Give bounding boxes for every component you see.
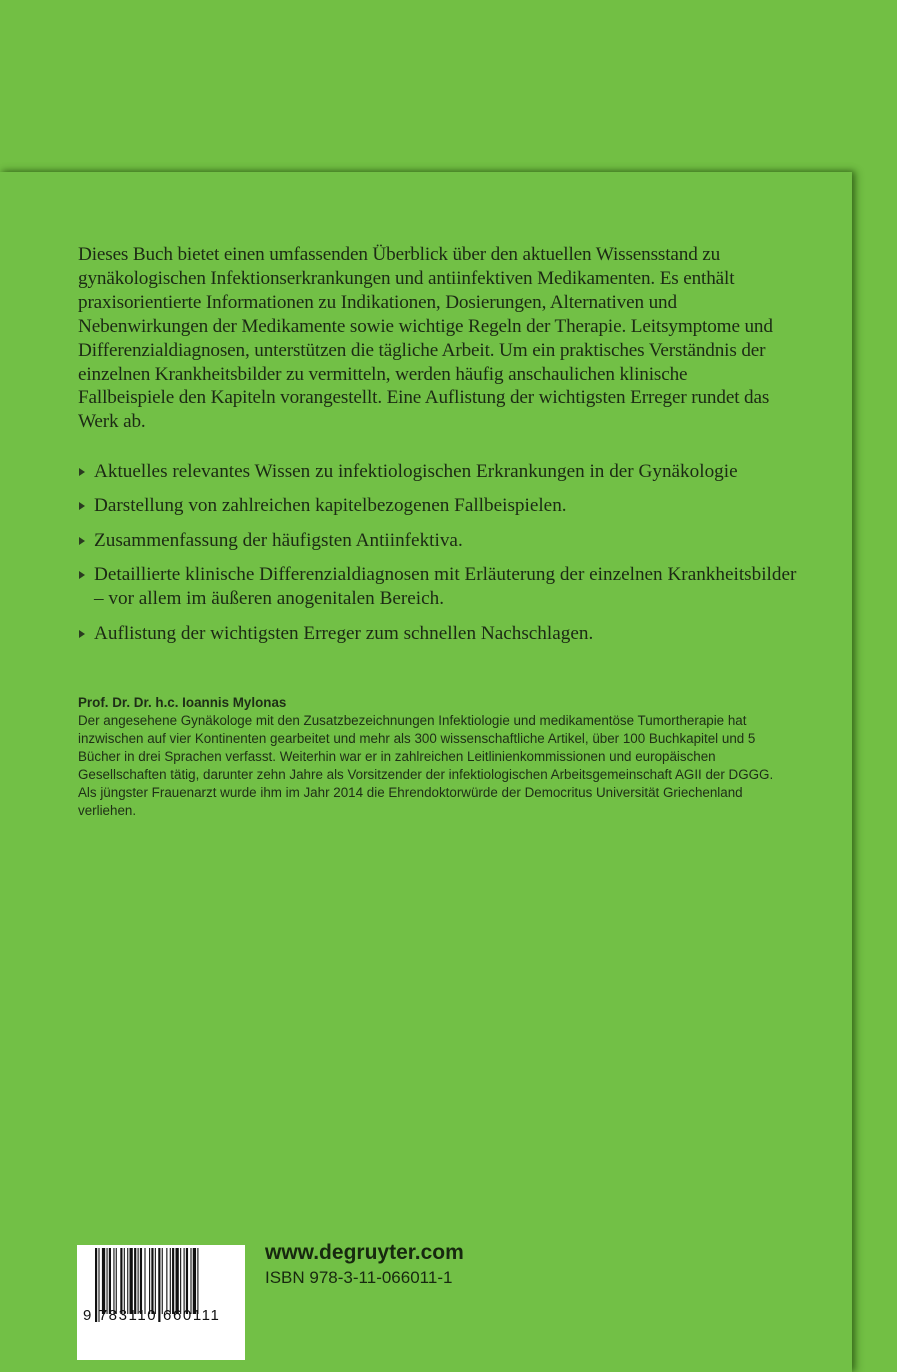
barcode-bar: [134, 1248, 136, 1314]
feature-item: [78, 494, 798, 518]
barcode-bar: [144, 1248, 145, 1314]
feature-item: [78, 460, 798, 484]
barcode-bar: [151, 1248, 153, 1314]
barcode-bar: [127, 1248, 128, 1314]
barcode-bar: [102, 1248, 105, 1314]
description-text: Dieses Buch bietet einen umfassenden Überblick über den aktuellen Wissensstand zu gynäkologischen Infektionserkrankungen und antiinfektiven Medikamenten. Es enthält praxisorientierte Informationen zu Indikationen, Dosierungen, Alternativen und Nebenwirkungen der Medikamente sowie wichtige Regeln der Therapie. Leitsymptome und Differenzialdiagnosen, unterstützen die tägliche Arbeit. Um ein praktisches Verständnis der einzelnen Krankheitsbilder zu vermitteln, werden häufig anschaulichen klinische Fallbeispiele den Kapiteln vorangestellt. Eine Auflistung der wichtigsten Erreger rundet das Werk ab.: [78, 244, 773, 433]
author-section: [78, 694, 778, 820]
barcode-bar: [176, 1248, 179, 1314]
feature-text: Auflistung der wichtigsten Erreger zum schnellen Nachschlagen.: [94, 622, 594, 644]
feature-text: Aktuelles relevantes Wissen zu infektiologischen Erkrankungen in der Gynäkologie: [94, 461, 738, 482]
barcode-bar: [107, 1248, 108, 1314]
barcode-bar: [190, 1248, 191, 1314]
barcode-bar: [138, 1248, 139, 1314]
barcode-bar: [113, 1248, 114, 1314]
barcode-bar: [197, 1248, 198, 1314]
feature-list: [78, 460, 798, 656]
barcode-bar: [186, 1248, 188, 1314]
feature-item: [78, 563, 798, 611]
author-name: Prof. Dr. Dr. h.c. Ioannis Mylonas: [78, 695, 287, 710]
barcode-bar: [170, 1248, 171, 1314]
barcode-bar: [193, 1248, 196, 1314]
feature-text: Detaillierte klinische Differenzialdiagnosen mit Erläuterung der einzelnen Krankheitsbilder – vor allem im äußeren anogenitalen Bereich.: [94, 564, 797, 610]
barcode-bar: [130, 1248, 133, 1314]
feature-text: Darstellung von zahlreichen kapitelbezogenen Fallbeispielen.: [94, 495, 567, 517]
barcode-bar: [166, 1248, 167, 1314]
feature-item: [78, 622, 798, 646]
barcode-bar: [180, 1248, 181, 1314]
barcode-bar: [149, 1248, 150, 1314]
barcode-bar: [109, 1248, 111, 1314]
barcode-bar: [124, 1248, 125, 1314]
triangle-bullet-icon: [79, 537, 85, 545]
feature-text: Zusammenfassung der häufigsten Antiinfektiva.: [94, 529, 463, 551]
triangle-bullet-icon: [79, 630, 85, 638]
triangle-bullet-icon: [79, 571, 85, 579]
triangle-bullet-icon: [79, 502, 85, 510]
author-bio: Der angesehene Gynäkologe mit den Zusatzbezeichnungen Infektiologie und medikamentöse Tumortherapie hat inzwischen auf vier Kontinenten gearbeitet und mehr als 300 wissenschaftliche Artikel, über 100 Buchkapitel und 5 Bücher in drei Sprachen verfasst. Weiterhin war er in zahlreichen Leitlinienkommissionen und europäischen Gesellschaften tätig, darunter zehn Jahre als Vorsitzender der infektiologischen Arbeitsgemeinschaft AGII der DGGG. Als jüngster Frauenarzt wurde ihm im Jahr 2014 die Ehrendoktorwürde der Democritus Universität Griechenland verliehen.: [78, 713, 774, 818]
publisher-url[interactable]: www.degruyter.com: [265, 1241, 464, 1264]
isbn: ISBN 978-3-11-066011-1: [265, 1268, 453, 1287]
barcode-bar: [172, 1248, 174, 1314]
barcode-bar: [155, 1248, 156, 1314]
barcode-bar: [140, 1248, 142, 1314]
barcode-bar: [184, 1248, 185, 1314]
book-description: [78, 243, 778, 434]
barcode-bar: [162, 1248, 163, 1314]
barcode-bar: [116, 1248, 117, 1314]
barcode-digits: 9 783110 660111: [83, 1307, 221, 1324]
feature-item: [78, 529, 798, 553]
barcode-bar: [120, 1248, 122, 1314]
barcode: [77, 1245, 245, 1360]
triangle-bullet-icon: [79, 468, 85, 476]
